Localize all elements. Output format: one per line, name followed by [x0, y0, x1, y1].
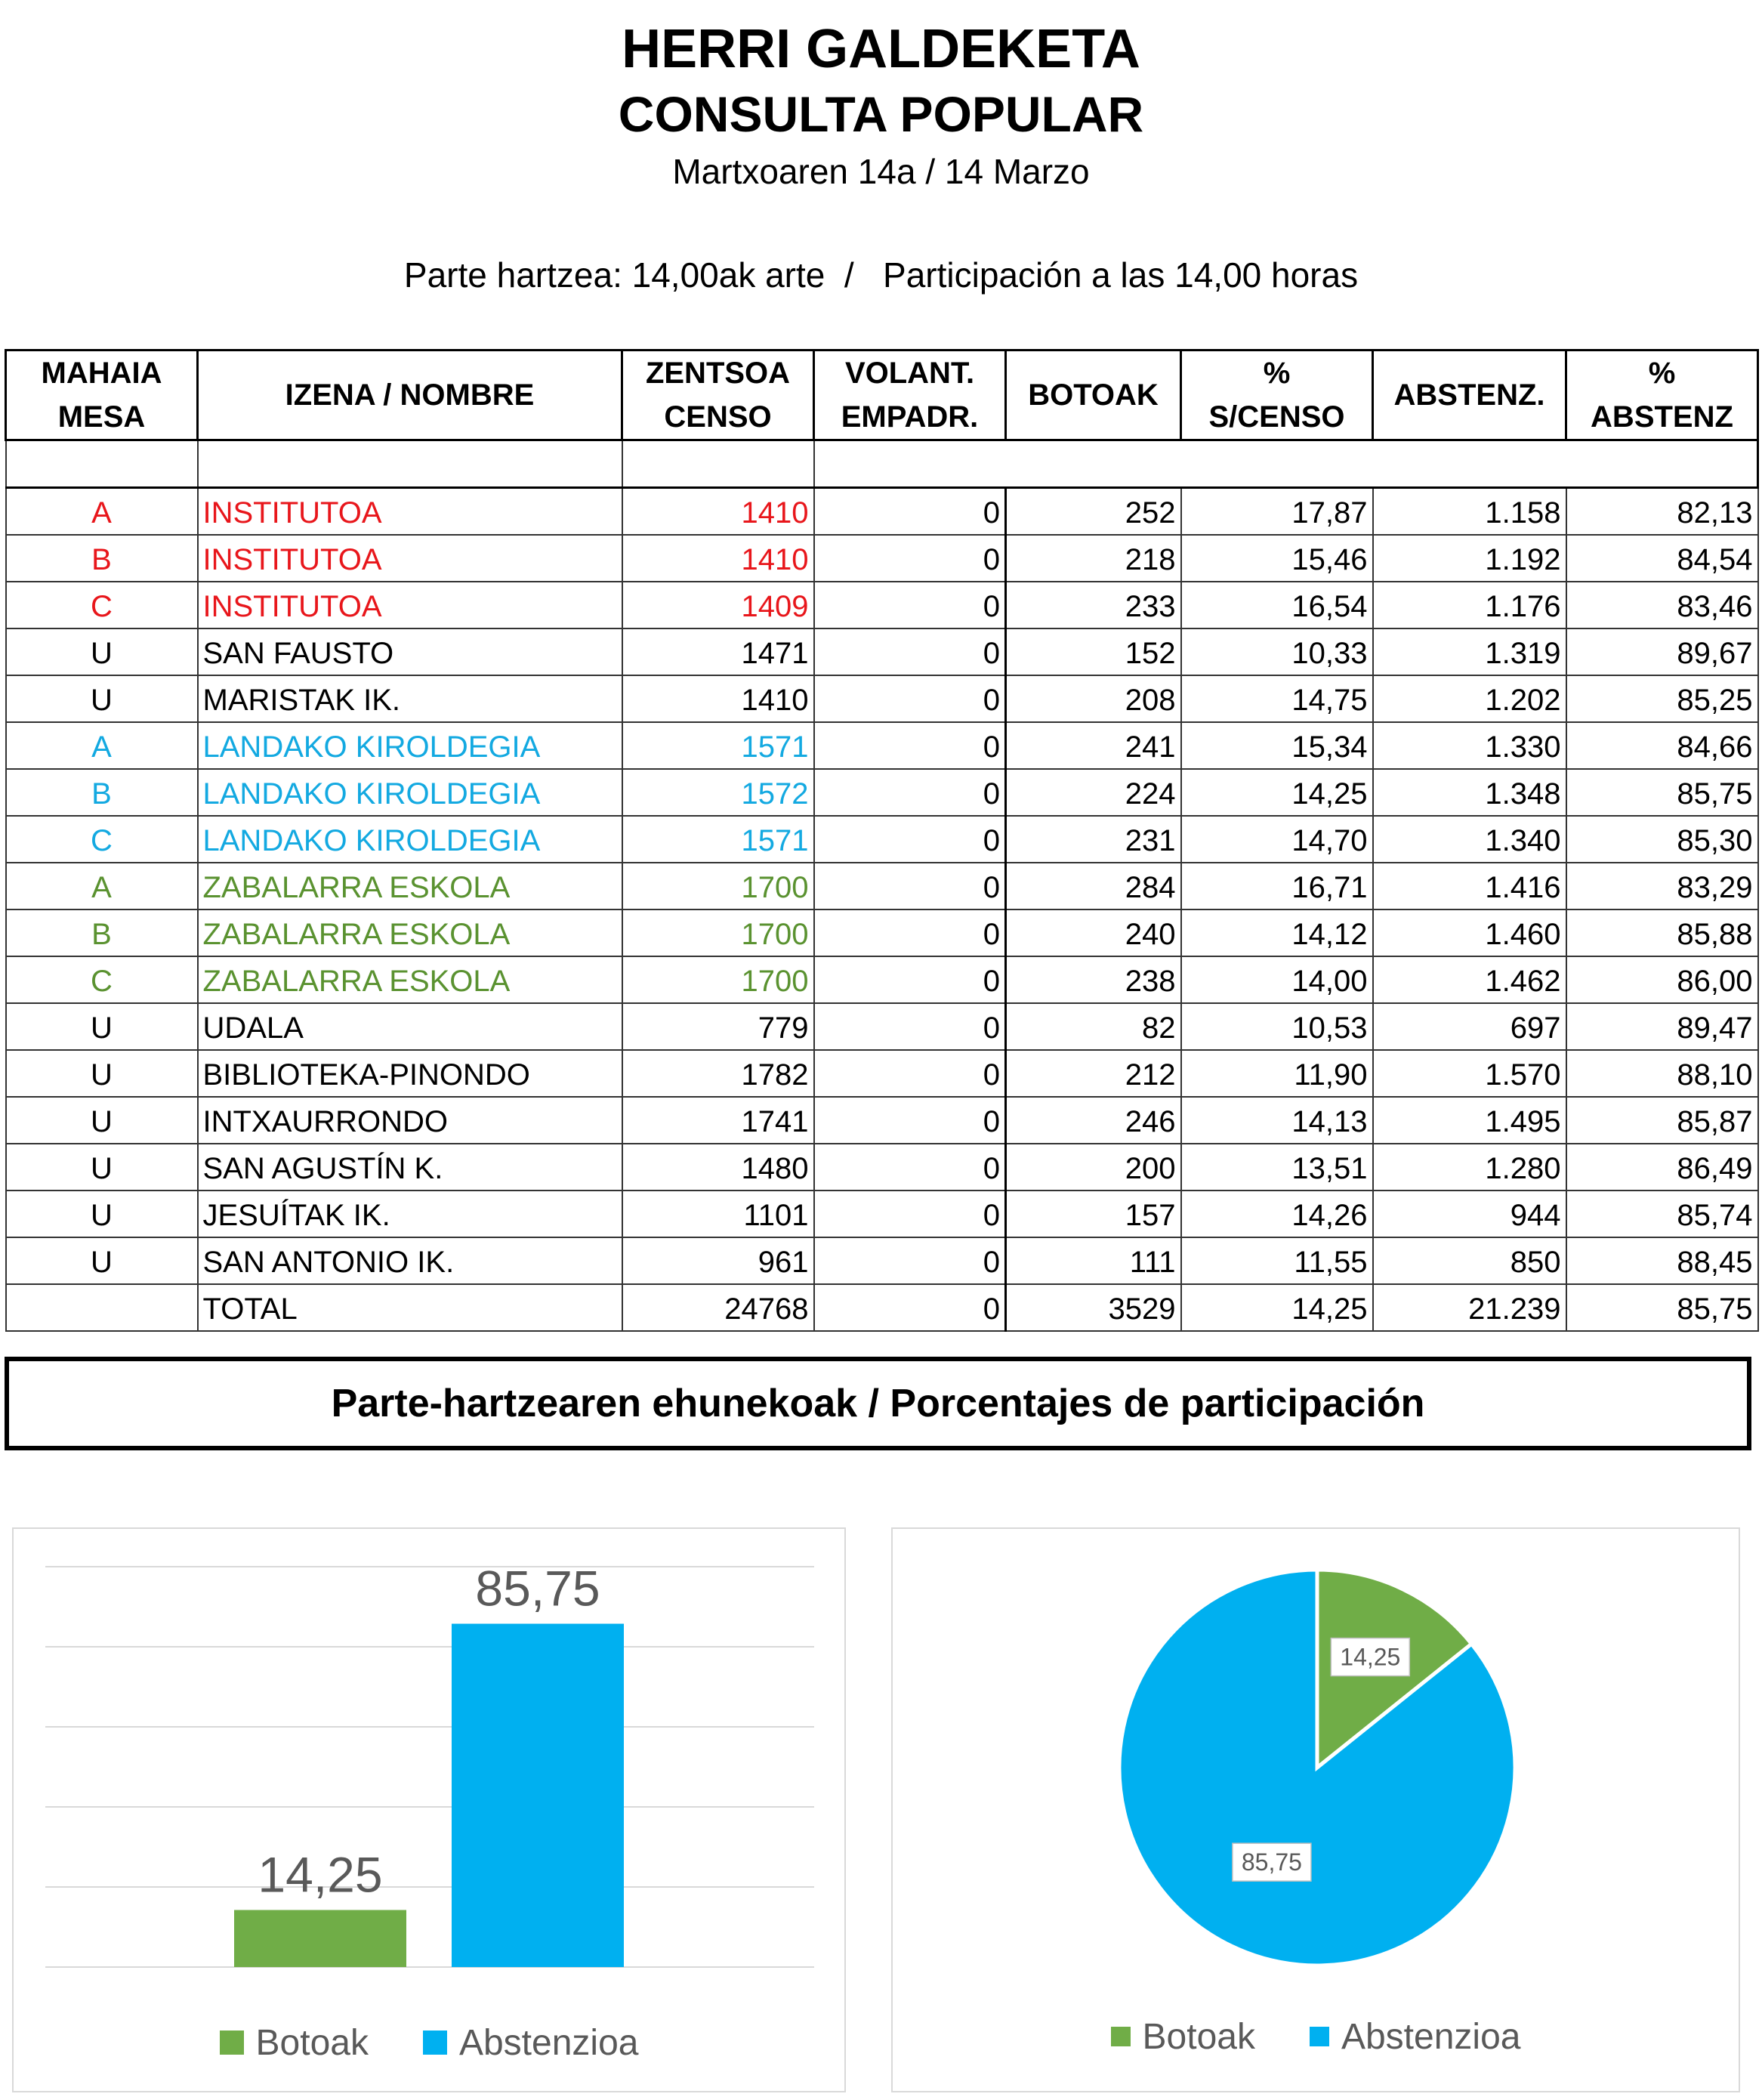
cell-volant: 0 — [814, 1050, 1006, 1097]
cell-censo: 1700 — [622, 863, 814, 909]
cell-mesa: B — [6, 535, 198, 582]
cell-nombre: LANDAKO KIROLDEGIA — [198, 816, 622, 863]
legend-item-abstenzioa — [1310, 2016, 1521, 2058]
cell-pct-censo: 15,46 — [1181, 535, 1373, 582]
cell-pct-abstenz: 86,00 — [1566, 956, 1758, 1003]
cell-censo: 1782 — [622, 1050, 814, 1097]
cell-volant: 0 — [814, 1191, 1006, 1237]
header-mesa: MAHAIA MESA — [6, 351, 198, 440]
cell-nombre: ZABALARRA ESKOLA — [198, 956, 622, 1003]
legend-label: Abstenzioa — [458, 2022, 639, 2063]
cell-volant: 0 — [814, 582, 1006, 628]
cell-censo: 1700 — [622, 909, 814, 956]
cell-abstenz: 1.202 — [1373, 675, 1566, 722]
bar-chart-panel — [12, 1527, 846, 2092]
cell-volant: 0 — [814, 769, 1006, 816]
bar-chart-legend — [14, 2012, 844, 2073]
cell-abstenz: 1.176 — [1373, 582, 1566, 628]
cell-pct-abstenz: 86,49 — [1566, 1144, 1758, 1191]
cell-censo: 24768 — [622, 1284, 814, 1331]
cell-volant: 0 — [814, 1097, 1006, 1144]
cell-botoak: 111 — [1006, 1237, 1181, 1284]
cell-volant: 0 — [814, 863, 1006, 909]
legend-label: Botoak — [255, 2022, 369, 2063]
cell-nombre: ZABALARRA ESKOLA — [198, 909, 622, 956]
legend-label: Abstenzioa — [1341, 2016, 1521, 2057]
cell-mesa: C — [6, 816, 198, 863]
cell-pct-censo: 11,90 — [1181, 1050, 1373, 1097]
title-spanish: CONSULTA POPULAR — [618, 86, 1144, 142]
cell-nombre: INTXAURRONDO — [198, 1097, 622, 1144]
cell-nombre: SAN FAUSTO — [198, 628, 622, 675]
cell-pct-censo: 14,26 — [1181, 1191, 1373, 1237]
legend-label: Botoak — [1142, 2016, 1255, 2057]
cell-mesa: A — [6, 722, 198, 769]
cell-nombre: INSTITUTOA — [198, 535, 622, 582]
cell-abstenz: 850 — [1373, 1237, 1566, 1284]
table-row — [6, 488, 1758, 536]
cell-censo: 1571 — [622, 722, 814, 769]
bar-abstenzioa — [452, 1624, 624, 1967]
cell-nombre: UDALA — [198, 1003, 622, 1050]
cell-pct-censo: 13,51 — [1181, 1144, 1373, 1191]
cell-pct-abstenz: 85,75 — [1566, 1284, 1758, 1331]
cell-volant: 0 — [814, 675, 1006, 722]
participation-note: Parte hartzea: 14,00ak arte / Participación a las 14,00 horas — [403, 255, 1359, 295]
table-header-row — [6, 351, 1758, 440]
cell-mesa: A — [6, 863, 198, 909]
cell-botoak: 284 — [1006, 863, 1181, 909]
cell-pct-abstenz: 82,13 — [1566, 488, 1758, 536]
cell-mesa: U — [6, 1237, 198, 1284]
legend-item-botoak — [220, 2022, 369, 2064]
cell-pct-censo: 14,70 — [1181, 816, 1373, 863]
cell-nombre: INSTITUTOA — [198, 582, 622, 628]
cell-abstenz: 1.340 — [1373, 816, 1566, 863]
cell-volant: 0 — [814, 722, 1006, 769]
table-row — [6, 1003, 1758, 1050]
table-row — [6, 1097, 1758, 1144]
cell-abstenz: 1.348 — [1373, 769, 1566, 816]
cell-nombre: TOTAL — [198, 1284, 622, 1331]
cell-censo: 1101 — [622, 1191, 814, 1237]
cell-botoak: 200 — [1006, 1144, 1181, 1191]
cell-abstenz: 1.462 — [1373, 956, 1566, 1003]
cell-pct-censo: 16,54 — [1181, 582, 1373, 628]
cell-mesa: U — [6, 1097, 198, 1144]
cell-botoak: 231 — [1006, 816, 1181, 863]
cell-mesa: A — [6, 488, 198, 536]
cell-mesa: U — [6, 1191, 198, 1237]
bar-botoak — [234, 1910, 406, 1967]
cell-mesa: B — [6, 909, 198, 956]
table-row — [6, 956, 1758, 1003]
cell-abstenz: 1.570 — [1373, 1050, 1566, 1097]
legend-item-botoak — [1111, 2016, 1255, 2058]
cell-volant: 0 — [814, 1144, 1006, 1191]
cell-botoak: 3529 — [1006, 1284, 1181, 1331]
cell-censo: 1741 — [622, 1097, 814, 1144]
results-table — [5, 349, 1759, 1332]
cell-volant: 0 — [814, 1284, 1006, 1331]
table-row — [6, 863, 1758, 909]
cell-pct-abstenz: 85,74 — [1566, 1191, 1758, 1237]
cell-nombre: LANDAKO KIROLDEGIA — [198, 722, 622, 769]
table-row — [6, 816, 1758, 863]
cell-censo: 1410 — [622, 675, 814, 722]
header-botoak: BOTOAK — [1006, 351, 1181, 440]
cell-mesa — [6, 1284, 198, 1331]
cell-pct-censo: 14,13 — [1181, 1097, 1373, 1144]
cell-mesa: U — [6, 628, 198, 675]
cell-censo: 1471 — [622, 628, 814, 675]
legend-swatch-green — [220, 2031, 244, 2055]
cell-pct-abstenz: 83,46 — [1566, 582, 1758, 628]
cell-abstenz: 1.460 — [1373, 909, 1566, 956]
pie-chart-legend — [893, 2006, 1739, 2067]
cell-pct-abstenz: 85,75 — [1566, 769, 1758, 816]
table-row — [6, 1144, 1758, 1191]
cell-pct-abstenz: 89,67 — [1566, 628, 1758, 675]
cell-censo: 1480 — [622, 1144, 814, 1191]
legend-swatch-blue — [1310, 2027, 1329, 2046]
table-total-row — [6, 1284, 1758, 1331]
bar-data-label: 14,25 — [258, 1846, 383, 1903]
cell-botoak: 246 — [1006, 1097, 1181, 1144]
cell-nombre: LANDAKO KIROLDEGIA — [198, 769, 622, 816]
pie-data-label: 14,25 — [1340, 1643, 1401, 1671]
chart-section-banner: Parte-hartzearen ehunekoak / Porcentajes de participación — [5, 1357, 1751, 1450]
cell-mesa: U — [6, 1144, 198, 1191]
header-pct-censo: % S/CENSO — [1181, 351, 1373, 440]
header-censo: ZENTSOA CENSO — [622, 351, 814, 440]
cell-volant: 0 — [814, 1237, 1006, 1284]
cell-abstenz: 1.416 — [1373, 863, 1566, 909]
table-row — [6, 769, 1758, 816]
legend-swatch-blue — [423, 2031, 447, 2055]
cell-censo: 1409 — [622, 582, 814, 628]
cell-pct-abstenz: 85,25 — [1566, 675, 1758, 722]
cell-nombre: BIBLIOTEKA-PINONDO — [198, 1050, 622, 1097]
cell-botoak: 240 — [1006, 909, 1181, 956]
cell-pct-abstenz: 88,10 — [1566, 1050, 1758, 1097]
cell-pct-abstenz: 85,30 — [1566, 816, 1758, 863]
cell-mesa: U — [6, 675, 198, 722]
table-row — [6, 675, 1758, 722]
table-row — [6, 582, 1758, 628]
cell-pct-censo: 10,53 — [1181, 1003, 1373, 1050]
cell-botoak: 233 — [1006, 582, 1181, 628]
title-basque: HERRI GALDEKETA — [622, 19, 1140, 79]
header-nombre: IZENA / NOMBRE — [198, 351, 622, 440]
cell-botoak: 82 — [1006, 1003, 1181, 1050]
cell-mesa: B — [6, 769, 198, 816]
cell-pct-abstenz: 84,66 — [1566, 722, 1758, 769]
cell-pct-abstenz: 85,87 — [1566, 1097, 1758, 1144]
cell-pct-censo: 14,25 — [1181, 1284, 1373, 1331]
cell-censo: 1410 — [622, 488, 814, 536]
cell-pct-censo: 14,25 — [1181, 769, 1373, 816]
cell-censo: 779 — [622, 1003, 814, 1050]
cell-botoak: 212 — [1006, 1050, 1181, 1097]
cell-pct-abstenz: 88,45 — [1566, 1237, 1758, 1284]
legend-swatch-green — [1111, 2027, 1131, 2046]
cell-botoak: 252 — [1006, 488, 1181, 536]
pie-chart-panel — [891, 1527, 1740, 2092]
cell-abstenz: 944 — [1373, 1191, 1566, 1237]
spacer-row — [6, 440, 1758, 488]
date-label: Martxoaren 14a / 14 Marzo — [672, 152, 1090, 191]
table-row — [6, 1237, 1758, 1284]
cell-botoak: 224 — [1006, 769, 1181, 816]
cell-pct-censo: 10,33 — [1181, 628, 1373, 675]
cell-censo: 1572 — [622, 769, 814, 816]
header-pct-abstenz: % ABSTENZ — [1566, 351, 1758, 440]
cell-nombre: JESUÍTAK IK. — [198, 1191, 622, 1237]
cell-censo: 961 — [622, 1237, 814, 1284]
cell-abstenz: 1.280 — [1373, 1144, 1566, 1191]
cell-botoak: 238 — [1006, 956, 1181, 1003]
cell-abstenz: 1.158 — [1373, 488, 1566, 536]
bar-data-label: 85,75 — [475, 1560, 600, 1617]
cell-botoak: 218 — [1006, 535, 1181, 582]
cell-pct-abstenz: 89,47 — [1566, 1003, 1758, 1050]
table-row — [6, 628, 1758, 675]
cell-nombre: MARISTAK IK. — [198, 675, 622, 722]
cell-volant: 0 — [814, 909, 1006, 956]
cell-abstenz: 1.495 — [1373, 1097, 1566, 1144]
cell-pct-abstenz: 83,29 — [1566, 863, 1758, 909]
cell-botoak: 152 — [1006, 628, 1181, 675]
cell-botoak: 241 — [1006, 722, 1181, 769]
cell-mesa: C — [6, 956, 198, 1003]
cell-pct-censo: 16,71 — [1181, 863, 1373, 909]
cell-mesa: C — [6, 582, 198, 628]
cell-volant: 0 — [814, 956, 1006, 1003]
pie-data-label: 85,75 — [1241, 1848, 1302, 1876]
cell-volant: 0 — [814, 1003, 1006, 1050]
cell-pct-censo: 11,55 — [1181, 1237, 1373, 1284]
cell-volant: 0 — [814, 488, 1006, 536]
cell-abstenz: 21.239 — [1373, 1284, 1566, 1331]
cell-volant: 0 — [814, 628, 1006, 675]
cell-abstenz: 1.319 — [1373, 628, 1566, 675]
header-volant: VOLANT. EMPADR. — [814, 351, 1006, 440]
cell-nombre: SAN ANTONIO IK. — [198, 1237, 622, 1284]
cell-volant: 0 — [814, 535, 1006, 582]
cell-abstenz: 697 — [1373, 1003, 1566, 1050]
cell-abstenz: 1.192 — [1373, 535, 1566, 582]
cell-pct-censo: 14,12 — [1181, 909, 1373, 956]
cell-pct-abstenz: 84,54 — [1566, 535, 1758, 582]
cell-pct-censo: 15,34 — [1181, 722, 1373, 769]
table-row — [6, 1191, 1758, 1237]
cell-pct-censo: 14,00 — [1181, 956, 1373, 1003]
header-abstenz: ABSTENZ. — [1373, 351, 1566, 440]
cell-nombre: SAN AGUSTÍN K. — [198, 1144, 622, 1191]
cell-pct-censo: 14,75 — [1181, 675, 1373, 722]
table-row — [6, 722, 1758, 769]
cell-nombre: ZABALARRA ESKOLA — [198, 863, 622, 909]
legend-item-abstenzioa — [423, 2022, 639, 2064]
table-row — [6, 535, 1758, 582]
table-row — [6, 909, 1758, 956]
cell-volant: 0 — [814, 816, 1006, 863]
bar-chart — [14, 1529, 844, 2091]
cell-botoak: 208 — [1006, 675, 1181, 722]
cell-mesa: U — [6, 1003, 198, 1050]
cell-pct-censo: 17,87 — [1181, 488, 1373, 536]
cell-pct-abstenz: 85,88 — [1566, 909, 1758, 956]
cell-nombre: INSTITUTOA — [198, 488, 622, 536]
cell-censo: 1410 — [622, 535, 814, 582]
cell-censo: 1700 — [622, 956, 814, 1003]
cell-botoak: 157 — [1006, 1191, 1181, 1237]
cell-mesa: U — [6, 1050, 198, 1097]
cell-abstenz: 1.330 — [1373, 722, 1566, 769]
cell-censo: 1571 — [622, 816, 814, 863]
table-row — [6, 1050, 1758, 1097]
